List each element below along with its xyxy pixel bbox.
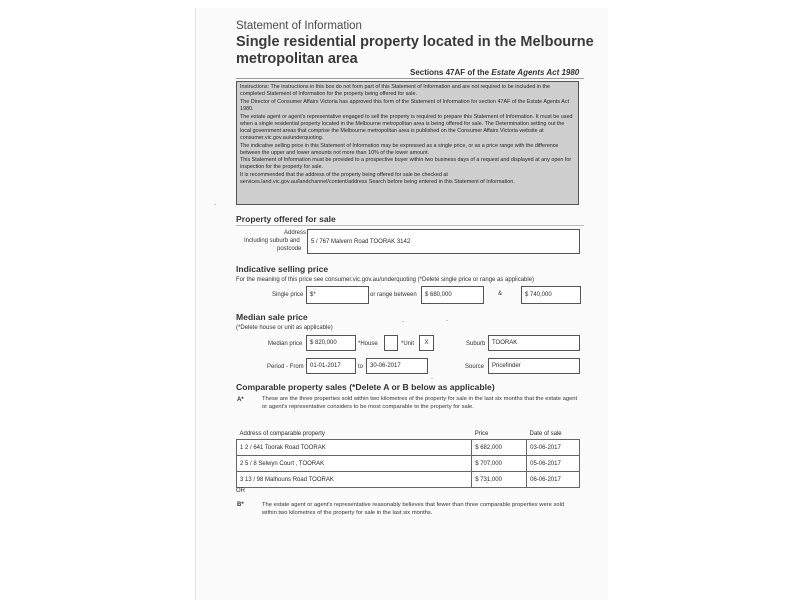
median-price-field[interactable]: $ 820,000 bbox=[306, 335, 356, 351]
period-from-field[interactable]: 01-01-2017 bbox=[306, 358, 356, 374]
median-note: (*Delete house or unit as applicable) bbox=[236, 325, 333, 331]
option-a-text: These are the three properties sold within two kilometres of the property for sale in the last six months that the estate agent or agent's representative considers to be most comparable to the property for sale. bbox=[262, 396, 578, 410]
instruction-paragraph: This Statement of Information must be provided to a prospective buyer within two business days of a request and displayed at any open for inspection for the property for sale. bbox=[240, 157, 572, 171]
indicative-heading: Indicative selling price bbox=[236, 264, 329, 274]
row-address[interactable]: 3 13 / 98 Malhouns Road TOORAK bbox=[237, 472, 472, 488]
scan-speck bbox=[486, 482, 488, 483]
range-and-label: & bbox=[498, 291, 503, 297]
instruction-paragraph: The indicative selling price in this Statement of Information may be expressed as a single price, or as a price range with the difference between the upper and lower amounts not more than 10% of the lower amount. bbox=[240, 142, 559, 156]
address-label-line-2: Including suburb and bbox=[244, 238, 300, 244]
suburb-field[interactable]: TOORAK bbox=[488, 335, 580, 351]
document-subtitle: Statement of Information bbox=[236, 20, 362, 32]
document-title-line-2: metropolitan area bbox=[236, 51, 358, 67]
table-row bbox=[237, 472, 580, 488]
row-address[interactable]: 1 2 / 641 Toorak Road TOORAK bbox=[237, 440, 472, 456]
or-label: OR bbox=[236, 488, 245, 494]
indicative-note: For the meaning of this price see consumer.vic.gov.au/underquoting (*Delete single price or range as applicable) bbox=[236, 277, 535, 283]
median-price-label: Median price bbox=[268, 341, 303, 347]
range-low-field[interactable]: $ 680,000 bbox=[421, 286, 484, 304]
option-b-text: The estate agent or agent's representative reasonably believes that fewer than three comparable properties were sold within two kilometres of the property for sale in the last six months. bbox=[262, 502, 565, 516]
option-a-marker: A* bbox=[237, 397, 244, 403]
document-title-line-1: Single residential property located in the Melbourne bbox=[236, 34, 594, 50]
row-date[interactable]: 05-06-2017 bbox=[527, 456, 580, 472]
single-price-label: Single price bbox=[272, 292, 304, 298]
house-checkbox[interactable] bbox=[384, 335, 398, 351]
row-price[interactable]: $ 707,000 bbox=[472, 456, 527, 472]
median-heading: Median sale price bbox=[236, 312, 308, 322]
scan-speck bbox=[214, 204, 216, 205]
row-date[interactable]: 03-06-2017 bbox=[527, 440, 580, 456]
single-price-field[interactable]: $* bbox=[306, 286, 369, 304]
row-address[interactable]: 2 5 / 8 Selwyn Court , TOORAK bbox=[237, 456, 472, 472]
instruction-paragraph: The estate agent or agent's representative engaged to sell the property is required to prepare this Statement of Information. It must be used when a single residential property located in the Melbourne metropolitan area is being offered for sale. The Determination setting out the local government areas that comprise the Melbourne metropolitan area is published on the Consumer Affairs Victoria website at consumer.vic.gov.au/underquoting. bbox=[240, 113, 573, 141]
source-label: Source bbox=[465, 364, 485, 370]
scan-speck bbox=[446, 320, 448, 321]
table-row bbox=[237, 440, 580, 456]
comparable-heading: Comparable property sales (*Delete A or B below as applicable) bbox=[236, 382, 495, 392]
address-field[interactable]: 5 / 767 Malvern Road TOORAK 3142 bbox=[307, 229, 580, 254]
instruction-paragraph: It is recommended that the address of the property being offered for sale be checked at services.land.vic.gov.au/landchannel/content/address Search before being entered in this Statement of Information. bbox=[240, 172, 515, 186]
column-header-date: Date of sale bbox=[529, 430, 562, 437]
column-header-address: Address of comparable property bbox=[239, 430, 325, 437]
row-price[interactable]: $ 682,000 bbox=[472, 440, 527, 456]
address-label-line-1: Address bbox=[284, 230, 307, 236]
table-header-row bbox=[237, 428, 580, 440]
table-row bbox=[237, 456, 580, 472]
suburb-label: Suburb bbox=[466, 341, 486, 347]
comparable-sales-table bbox=[236, 428, 580, 488]
property-heading: Property offered for sale bbox=[236, 214, 336, 224]
section-act: Estate Agents Act 1980 bbox=[491, 68, 580, 77]
instructions-box bbox=[236, 81, 579, 205]
range-label: or range between bbox=[370, 292, 417, 298]
instruction-paragraph: Instructions: The instructions in this box do not form part of this Statement of Information and are not required to be included in the completed Statement of Information for the property being offered for sale. bbox=[240, 84, 551, 98]
unit-checkbox[interactable]: X bbox=[419, 335, 434, 351]
scan-speck bbox=[402, 321, 404, 322]
period-from-label: Period - From bbox=[267, 364, 304, 370]
period-to-field[interactable]: 30-06-2017 bbox=[366, 358, 428, 374]
section-reference bbox=[410, 68, 579, 77]
address-label-line-3: postcode bbox=[277, 246, 302, 252]
range-high-field[interactable]: $ 740,000 bbox=[521, 286, 581, 304]
scan-speck bbox=[431, 378, 433, 379]
instruction-paragraph: The Director of Consumer Affairs Victoria has approved this form of the Statement of Information for section 47AF of the Estate Agents Act 1980. bbox=[240, 98, 570, 112]
house-label: *House bbox=[358, 341, 378, 347]
row-price[interactable]: $ 731,000 bbox=[472, 472, 527, 488]
unit-label: *Unit bbox=[401, 341, 415, 347]
property-divider bbox=[236, 225, 584, 226]
header-divider bbox=[236, 78, 584, 79]
period-to-label: to bbox=[358, 364, 364, 370]
column-header-price: Price bbox=[474, 430, 489, 437]
section-prefix: Sections 47AF of the bbox=[410, 68, 490, 77]
option-b-marker: B* bbox=[237, 502, 244, 508]
source-field[interactable]: Pricefinder bbox=[488, 358, 580, 374]
row-date[interactable]: 06-06-2017 bbox=[527, 472, 580, 488]
